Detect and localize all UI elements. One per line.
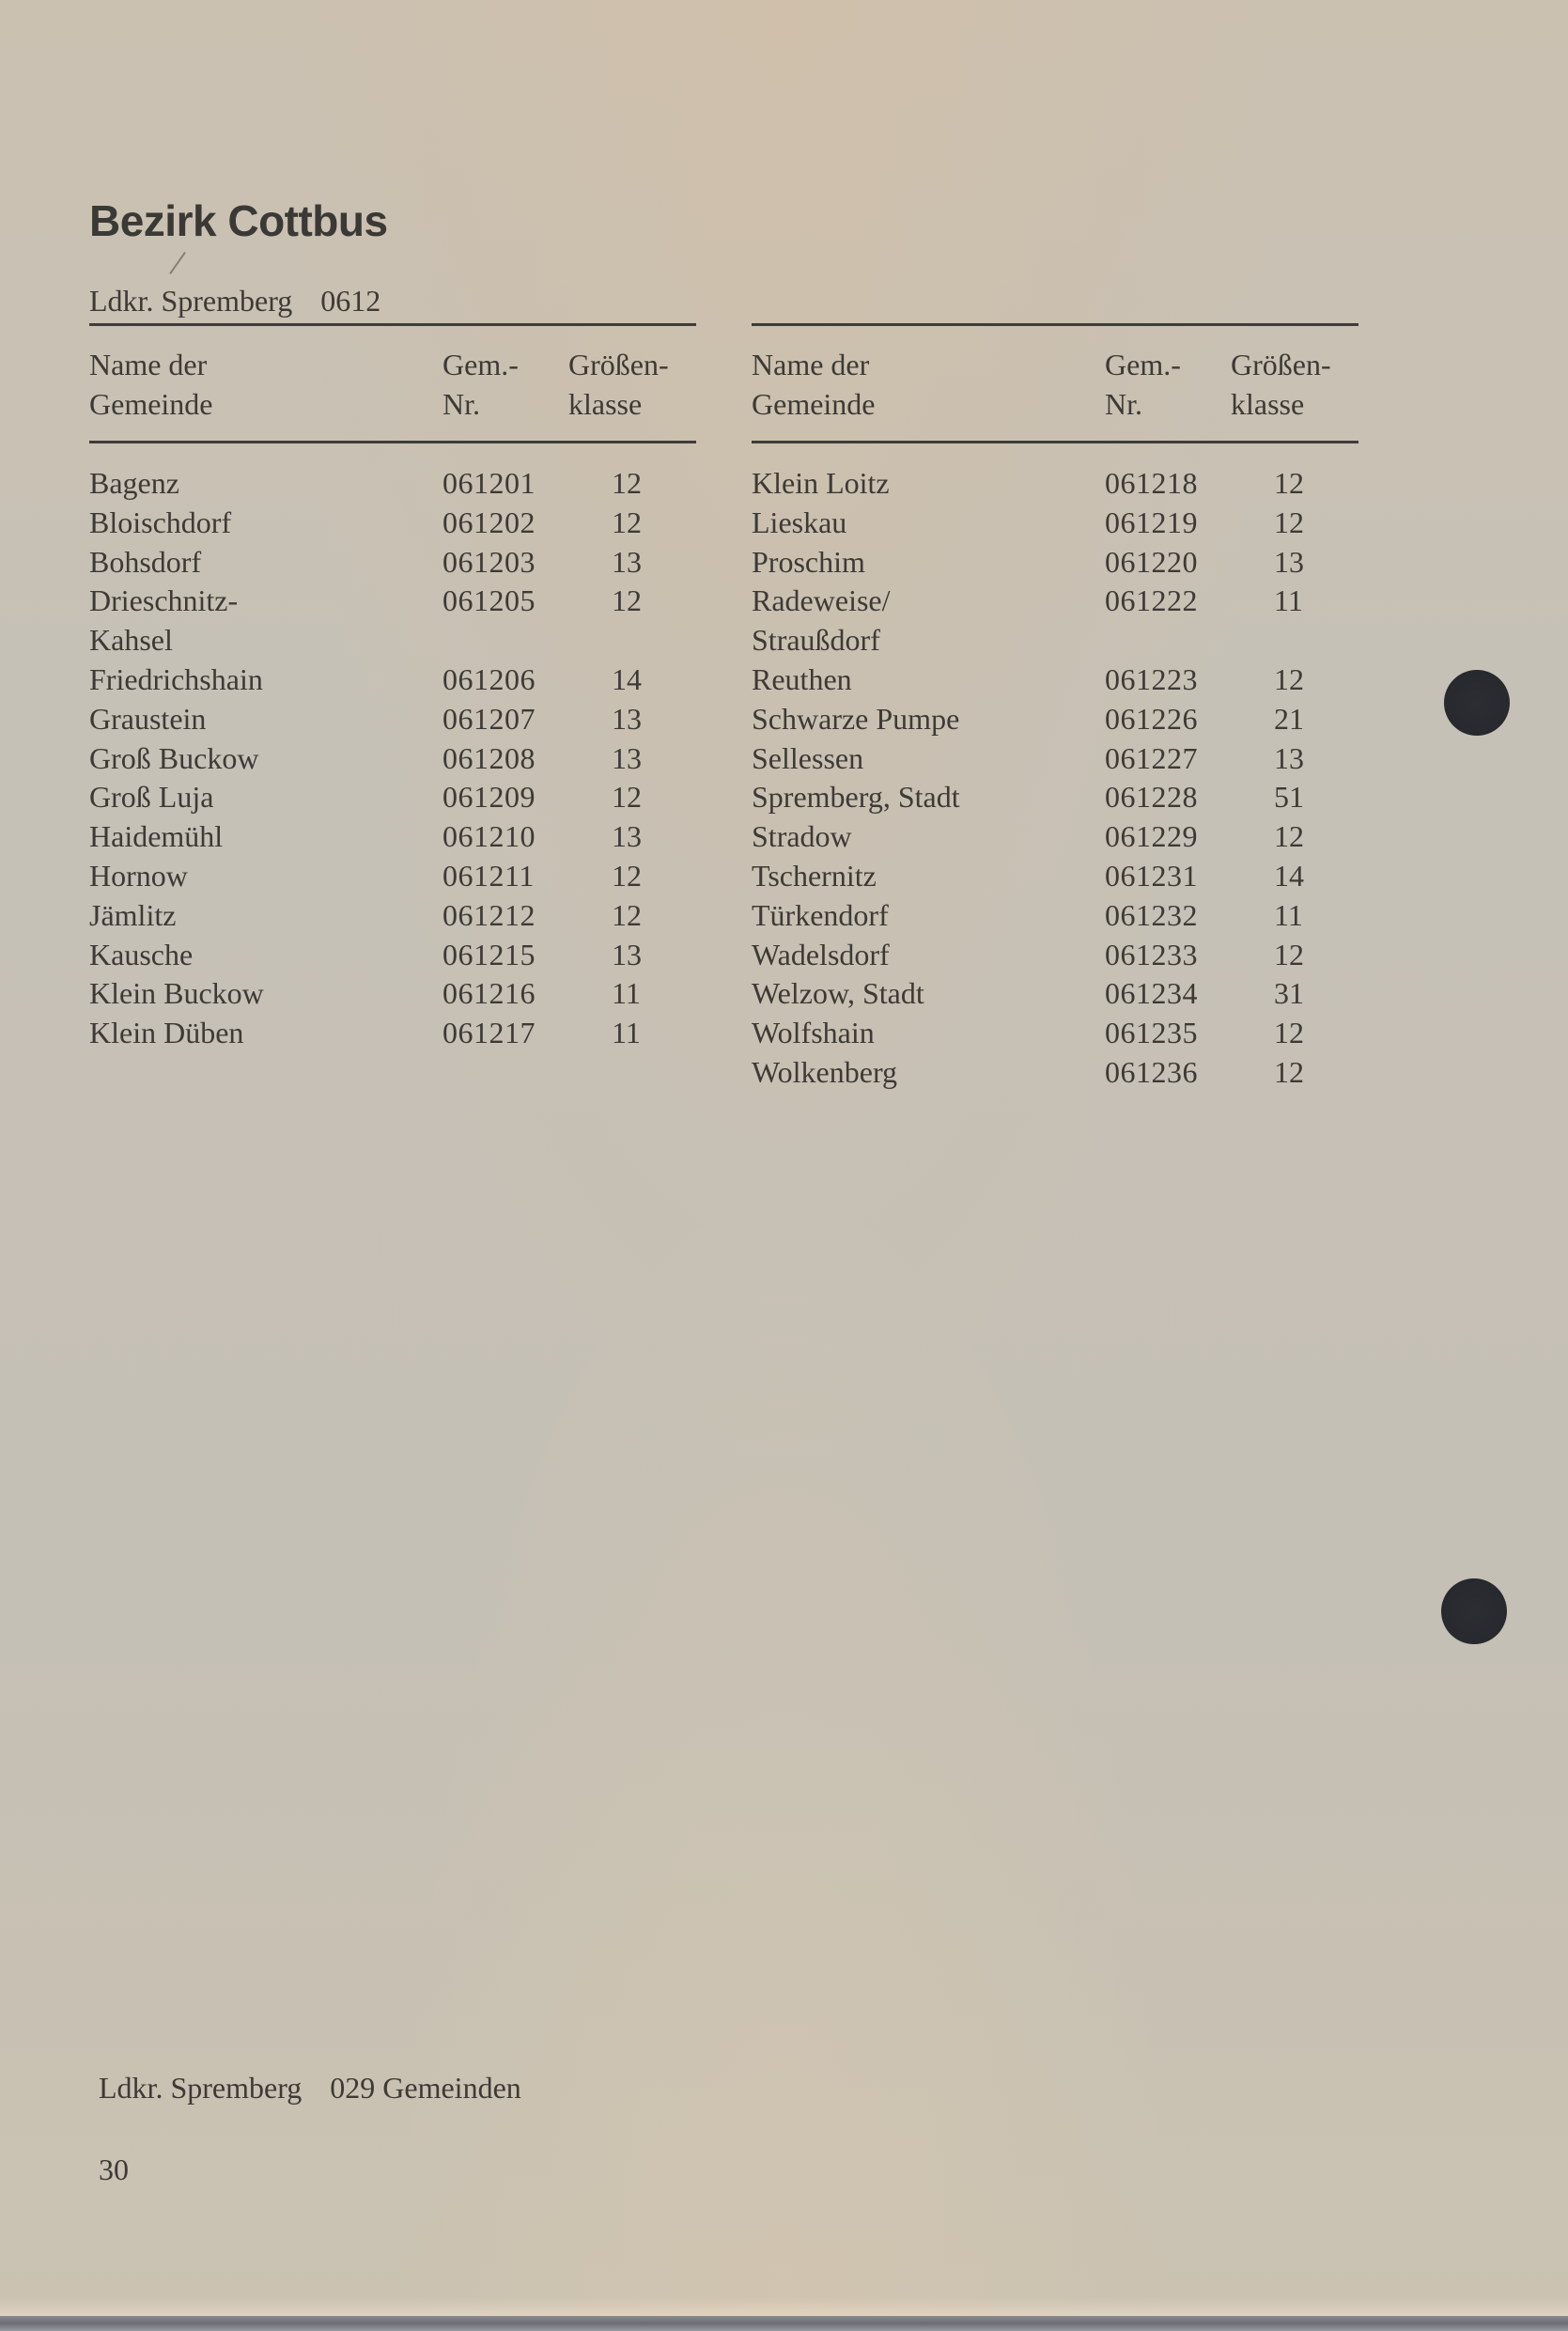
municipality-number: 061206 (442, 661, 536, 696)
column-header-nr: Gem.- Nr. (442, 348, 519, 421)
pencil-mark (169, 252, 186, 274)
district-label: Ldkr. Spremberg (89, 284, 293, 318)
municipality-number: 061233 (1105, 937, 1198, 971)
table-row (752, 700, 1358, 739)
size-class: 11 (612, 976, 641, 1011)
municipality-name: Bohsdorf (89, 544, 202, 579)
size-class: 13 (612, 701, 642, 736)
table-row (752, 936, 1358, 975)
municipality-name: Groß Luja (89, 780, 214, 815)
table-row (752, 778, 1358, 817)
municipality-name: Kausche (89, 937, 194, 971)
municipality-name: Wolkenberg (752, 1054, 898, 1089)
municipality-name: Haidemühl (89, 819, 224, 854)
municipality-number: 061205 (442, 583, 536, 618)
scanner-edge (0, 2316, 1568, 2331)
municipality-number: 061212 (442, 897, 536, 932)
table-row (752, 896, 1358, 936)
district-summary (99, 2071, 521, 2106)
column-header-nr: Gem.- Nr. (1105, 348, 1181, 421)
municipality-name: Proschim (752, 544, 865, 579)
district-code: 0612 (320, 284, 381, 318)
table-row (89, 739, 696, 779)
municipality-name: Türkendorf (752, 897, 889, 932)
size-class: 12 (1274, 1016, 1304, 1050)
size-class: 13 (612, 819, 642, 854)
table-row (752, 974, 1358, 1014)
summary-count: 029 Gemeinden (330, 2071, 521, 2105)
municipality-number: 061236 (1105, 1054, 1198, 1089)
municipality-name: Groß Buckow (89, 740, 259, 775)
municipality-number: 061201 (442, 466, 536, 500)
table-row (752, 817, 1358, 857)
table-row (752, 464, 1358, 504)
municipality-number: 061208 (442, 740, 536, 775)
table-row (89, 778, 696, 817)
punch-hole-bottom (1441, 1578, 1507, 1644)
table-body (89, 443, 696, 1053)
summary-label: Ldkr. Spremberg (99, 2071, 303, 2105)
page-edge-highlight (0, 2297, 1568, 2316)
size-class: 11 (612, 1016, 641, 1050)
municipality-table-right (752, 323, 1358, 1093)
column-header-size: Größen- klasse (568, 348, 669, 421)
size-class: 12 (1274, 1054, 1304, 1089)
column-header-name: Name der Gemeinde (752, 348, 876, 421)
municipality-number: 061203 (442, 544, 536, 579)
municipality-number: 061209 (442, 780, 536, 815)
table-header (752, 326, 1358, 441)
municipality-name: Lieskau (752, 505, 847, 539)
size-class: 51 (1274, 780, 1304, 815)
size-class: 12 (612, 780, 642, 815)
municipality-name: Schwarze Pumpe (752, 701, 960, 736)
table-row (752, 1053, 1358, 1093)
municipality-name: Stradow (752, 819, 852, 854)
table-row (89, 660, 696, 700)
table-body (752, 443, 1358, 1093)
size-class: 12 (1274, 937, 1304, 971)
table-row (89, 700, 696, 739)
municipality-number: 061227 (1105, 740, 1198, 775)
municipality-name: Bloischdorf (89, 505, 232, 539)
size-class: 13 (1274, 740, 1304, 775)
table-row (752, 857, 1358, 896)
table-row (752, 582, 1358, 660)
page-number: 30 (99, 2152, 129, 2186)
municipality-number: 061217 (442, 1016, 536, 1050)
table-row (89, 974, 696, 1014)
municipality-table-left (89, 323, 696, 1053)
municipality-number: 061215 (442, 937, 536, 971)
size-class: 14 (612, 661, 642, 696)
municipality-name: Graustein (89, 701, 207, 736)
municipality-number: 061207 (442, 701, 536, 736)
municipality-name: Welzow, Stadt (752, 976, 924, 1011)
municipality-name: Klein Düben (89, 1016, 244, 1050)
municipality-name: Klein Loitz (752, 466, 890, 500)
table-row (752, 504, 1358, 543)
municipality-number: 061226 (1105, 701, 1198, 736)
table-row (89, 543, 696, 583)
size-class: 13 (1274, 544, 1304, 579)
table-row (752, 660, 1358, 700)
municipality-name: Tschernitz (752, 858, 877, 893)
size-class: 11 (1274, 897, 1303, 932)
municipality-number: 061235 (1105, 1016, 1198, 1050)
size-class: 12 (612, 466, 642, 500)
municipality-name: Bagenz (89, 466, 179, 500)
table-row (89, 936, 696, 975)
size-class: 12 (1274, 466, 1304, 500)
table-row (752, 739, 1358, 779)
size-class: 12 (612, 583, 642, 618)
size-class: 12 (612, 505, 642, 539)
column-header-size: Größen- klasse (1231, 348, 1331, 421)
table-row (89, 857, 696, 896)
municipality-name: Radeweise/ Straußdorf (752, 583, 891, 658)
table-header (89, 326, 696, 441)
table-row (89, 896, 696, 936)
municipality-name: Wolfshain (752, 1016, 875, 1050)
table-row (89, 504, 696, 543)
municipality-name: Hornow (89, 858, 188, 893)
municipality-number: 061210 (442, 819, 536, 854)
municipality-name: Reuthen (752, 661, 852, 696)
table-row (89, 1014, 696, 1053)
size-class: 12 (612, 897, 642, 932)
size-class: 31 (1274, 976, 1304, 1011)
municipality-number: 061232 (1105, 897, 1198, 932)
size-class: 11 (1274, 583, 1303, 618)
municipality-name: Jämlitz (89, 897, 177, 932)
district-heading (89, 284, 380, 319)
municipality-number: 061231 (1105, 858, 1198, 893)
table-row (89, 582, 696, 660)
municipality-name: Drieschnitz- Kahsel (89, 583, 239, 658)
size-class: 21 (1274, 701, 1304, 736)
municipality-number: 061228 (1105, 780, 1198, 815)
size-class: 12 (1274, 819, 1304, 854)
municipality-number: 061234 (1105, 976, 1198, 1011)
table-row (752, 543, 1358, 583)
municipality-number: 061220 (1105, 544, 1198, 579)
municipality-name: Sellessen (752, 740, 864, 775)
table-row (89, 817, 696, 857)
punch-hole-top (1444, 670, 1510, 736)
municipality-name: Spremberg, Stadt (752, 780, 960, 815)
municipality-number: 061223 (1105, 661, 1198, 696)
municipality-number: 061222 (1105, 583, 1198, 618)
size-class: 13 (612, 740, 642, 775)
size-class: 13 (612, 544, 642, 579)
size-class: 12 (1274, 661, 1304, 696)
municipality-name: Friedrichshain (89, 661, 263, 696)
municipality-number: 061202 (442, 505, 536, 539)
size-class: 14 (1274, 858, 1304, 893)
size-class: 13 (612, 937, 642, 971)
table-row (752, 1014, 1358, 1053)
municipality-number: 061218 (1105, 466, 1198, 500)
page-title: Bezirk Cottbus (89, 196, 388, 245)
municipality-name: Wadelsdorf (752, 937, 890, 971)
municipality-number: 061216 (442, 976, 536, 1011)
column-header-name: Name der Gemeinde (89, 348, 213, 421)
table-row (89, 464, 696, 504)
municipality-name: Klein Buckow (89, 976, 264, 1011)
municipality-number: 061219 (1105, 505, 1198, 539)
size-class: 12 (1274, 505, 1304, 539)
size-class: 12 (612, 858, 642, 893)
municipality-number: 061229 (1105, 819, 1198, 854)
municipality-number: 061211 (442, 858, 535, 893)
